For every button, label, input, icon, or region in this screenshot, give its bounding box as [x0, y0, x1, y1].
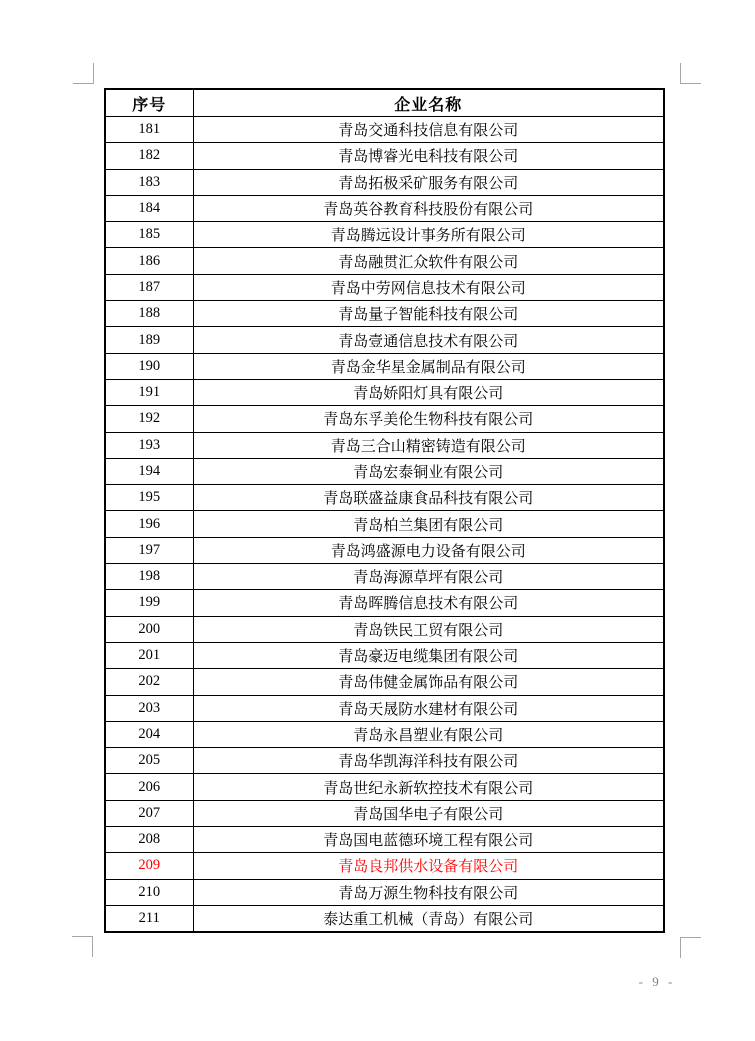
table-row: [105, 353, 664, 379]
serial-number-cell: 189: [105, 327, 193, 353]
serial-number-cell: 187: [105, 274, 193, 300]
company-name-cell: 青岛世纪永新软控技术有限公司: [193, 774, 664, 800]
company-name-cell: 青岛量子智能科技有限公司: [193, 301, 664, 327]
table-row: [105, 511, 664, 537]
table-row: [105, 695, 664, 721]
crop-mark-top-left: [73, 63, 94, 84]
serial-number-cell: 198: [105, 564, 193, 590]
table-row: [105, 800, 664, 826]
company-name-cell: 青岛拓极采矿服务有限公司: [193, 169, 664, 195]
serial-number-cell: 186: [105, 248, 193, 274]
serial-number-cell: 200: [105, 616, 193, 642]
serial-number-cell: 196: [105, 511, 193, 537]
company-name-cell: 青岛柏兰集团有限公司: [193, 511, 664, 537]
company-name-cell: 青岛融贯汇众软件有限公司: [193, 248, 664, 274]
serial-number-cell: 203: [105, 695, 193, 721]
table-header-row: [105, 89, 664, 117]
company-table: [104, 88, 665, 933]
serial-number-cell: 209: [105, 853, 193, 879]
table-row: [105, 117, 664, 143]
table-row: [105, 169, 664, 195]
serial-number-cell: 204: [105, 721, 193, 747]
serial-number-cell: 182: [105, 143, 193, 169]
company-name-cell: 青岛交通科技信息有限公司: [193, 117, 664, 143]
table-row: [105, 721, 664, 747]
company-name-cell: 青岛英谷教育科技股份有限公司: [193, 195, 664, 221]
company-name-cell: 青岛铁民工贸有限公司: [193, 616, 664, 642]
company-name-cell: 泰达重工机械（青岛）有限公司: [193, 905, 664, 932]
table-row: [105, 905, 664, 932]
table-row: [105, 458, 664, 484]
serial-number-cell: 184: [105, 195, 193, 221]
serial-number-cell: 208: [105, 827, 193, 853]
company-name-cell: 青岛宏泰铜业有限公司: [193, 458, 664, 484]
serial-number-cell: 194: [105, 458, 193, 484]
column-header-serial: 序号: [105, 89, 193, 117]
company-name-cell: 青岛永昌塑业有限公司: [193, 721, 664, 747]
serial-number-cell: 181: [105, 117, 193, 143]
company-name-cell: 青岛伟健金属饰品有限公司: [193, 669, 664, 695]
serial-number-cell: 211: [105, 905, 193, 932]
table-row: [105, 222, 664, 248]
company-name-cell: 青岛天晟防水建材有限公司: [193, 695, 664, 721]
table-row: [105, 301, 664, 327]
serial-number-cell: 206: [105, 774, 193, 800]
company-name-cell: 青岛豪迈电缆集团有限公司: [193, 642, 664, 668]
table-row: [105, 564, 664, 590]
table-row: [105, 879, 664, 905]
serial-number-cell: 197: [105, 537, 193, 563]
table-row: [105, 274, 664, 300]
company-name-cell: 青岛腾远设计事务所有限公司: [193, 222, 664, 248]
serial-number-cell: 193: [105, 432, 193, 458]
serial-number-cell: 190: [105, 353, 193, 379]
table-row: [105, 669, 664, 695]
table-row: [105, 379, 664, 405]
table-row: [105, 143, 664, 169]
table-row: [105, 590, 664, 616]
crop-mark-bottom-left: [72, 936, 93, 957]
company-name-cell: 青岛联盛益康食品科技有限公司: [193, 485, 664, 511]
serial-number-cell: 207: [105, 800, 193, 826]
serial-number-cell: 185: [105, 222, 193, 248]
company-name-cell: 青岛鸿盛源电力设备有限公司: [193, 537, 664, 563]
serial-number-cell: 205: [105, 748, 193, 774]
crop-mark-top-right: [680, 63, 701, 84]
company-name-cell: 青岛国华电子有限公司: [193, 800, 664, 826]
table-row: [105, 774, 664, 800]
company-name-cell: 青岛壹通信息技术有限公司: [193, 327, 664, 353]
table-row: [105, 537, 664, 563]
table-row: [105, 485, 664, 511]
company-name-cell: 青岛娇阳灯具有限公司: [193, 379, 664, 405]
serial-number-cell: 202: [105, 669, 193, 695]
company-name-cell: 青岛国电蓝德环境工程有限公司: [193, 827, 664, 853]
table-row: [105, 616, 664, 642]
table-row: [105, 853, 664, 879]
table-row: [105, 406, 664, 432]
company-name-cell: 青岛华凯海洋科技有限公司: [193, 748, 664, 774]
company-name-cell: 青岛东孚美伦生物科技有限公司: [193, 406, 664, 432]
company-name-cell: 青岛三合山精密铸造有限公司: [193, 432, 664, 458]
serial-number-cell: 195: [105, 485, 193, 511]
table-row: [105, 248, 664, 274]
table-row: [105, 827, 664, 853]
company-name-cell: 青岛晖腾信息技术有限公司: [193, 590, 664, 616]
serial-number-cell: 183: [105, 169, 193, 195]
company-name-cell: 青岛博睿光电科技有限公司: [193, 143, 664, 169]
serial-number-cell: 192: [105, 406, 193, 432]
company-name-cell: 青岛海源草坪有限公司: [193, 564, 664, 590]
table-row: [105, 748, 664, 774]
page-number: - 9 -: [638, 974, 676, 989]
company-name-cell: 青岛良邦供水设备有限公司: [193, 853, 664, 879]
table-row: [105, 327, 664, 353]
table-row: [105, 195, 664, 221]
company-name-cell: 青岛金华星金属制品有限公司: [193, 353, 664, 379]
serial-number-cell: 201: [105, 642, 193, 668]
serial-number-cell: 199: [105, 590, 193, 616]
serial-number-cell: 191: [105, 379, 193, 405]
company-name-cell: 青岛中劳网信息技术有限公司: [193, 274, 664, 300]
table-row: [105, 432, 664, 458]
crop-mark-bottom-right: [680, 937, 701, 958]
serial-number-cell: 210: [105, 879, 193, 905]
company-name-cell: 青岛万源生物科技有限公司: [193, 879, 664, 905]
serial-number-cell: 188: [105, 301, 193, 327]
table-row: [105, 642, 664, 668]
column-header-company-name: 企业名称: [193, 89, 664, 117]
